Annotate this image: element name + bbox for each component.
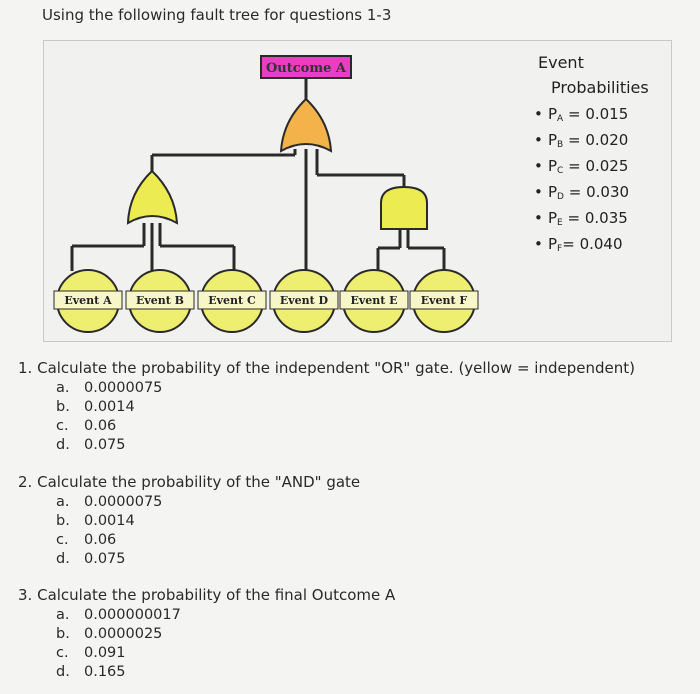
or-gate: [128, 171, 177, 223]
event-e: [340, 270, 408, 332]
option-c[interactable]: c. 0.06: [56, 532, 117, 548]
question-number: 2.: [18, 473, 33, 491]
option-c[interactable]: c. 0.06: [56, 418, 117, 434]
option-c[interactable]: c. 0.091: [56, 645, 126, 661]
top-or-gate: [281, 99, 331, 151]
question-number: 3.: [18, 586, 33, 604]
option-a[interactable]: a. 0.0000075: [56, 494, 163, 510]
question-3: [18, 586, 395, 604]
event-b: [126, 270, 194, 332]
probability-item: • $P_C = 0.025$: [534, 157, 629, 176]
probability-item: • $P_D = 0.030$: [534, 183, 630, 202]
probability-item: • $P_A = 0.015$: [534, 105, 629, 124]
option-d[interactable]: d. 0.165: [56, 664, 126, 680]
question-1-options: [56, 379, 162, 455]
event-f-label: Event F: [420, 294, 468, 307]
event-e-label: Event E: [350, 294, 398, 307]
probability-item: • $P_E = 0.035$: [534, 209, 628, 228]
event-f: [410, 270, 478, 332]
question-text: Calculate the probability of the independent "OR" gate. (yellow = independent): [37, 359, 635, 377]
probabilities-title-line2: Probabilities: [551, 78, 649, 97]
question-2-options: [56, 493, 162, 569]
option-a[interactable]: a. 0.0000075: [56, 380, 163, 396]
option-a[interactable]: a. 0.000000017: [56, 607, 181, 623]
event-c-label: Event C: [208, 294, 256, 307]
event-d: [270, 270, 338, 332]
probability-item: • $P_B = 0.020$: [534, 131, 629, 150]
event-b-label: Event B: [136, 294, 184, 307]
question-number: 1.: [18, 359, 33, 377]
question-1: [18, 359, 635, 377]
fault-tree-figure: [43, 40, 672, 342]
option-d[interactable]: d. 0.075: [56, 551, 126, 567]
option-b[interactable]: b. 0.0000025: [56, 626, 163, 642]
option-d[interactable]: d. 0.075: [56, 437, 126, 453]
and-gate: [381, 187, 427, 229]
question-3-options: [56, 606, 181, 682]
tree-connectors: [72, 78, 444, 271]
question-text: Calculate the probability of the "AND" gate: [37, 473, 361, 491]
event-a-label: Event A: [64, 294, 112, 307]
page-heading: Using the following fault tree for questions 1-3: [42, 6, 392, 24]
probability-item: • $P_F= 0.040$: [534, 235, 623, 254]
event-d-label: Event D: [279, 294, 329, 307]
event-a: [54, 270, 122, 332]
question-2: [18, 473, 360, 491]
outcome-label: Outcome A: [265, 61, 347, 76]
option-b[interactable]: b. 0.0014: [56, 399, 135, 415]
question-text: Calculate the probability of the final Outcome A: [37, 586, 396, 604]
probabilities-list: [534, 101, 629, 257]
probabilities-title-line1: Event: [538, 53, 584, 72]
event-c: [198, 270, 266, 332]
option-b[interactable]: b. 0.0014: [56, 513, 135, 529]
